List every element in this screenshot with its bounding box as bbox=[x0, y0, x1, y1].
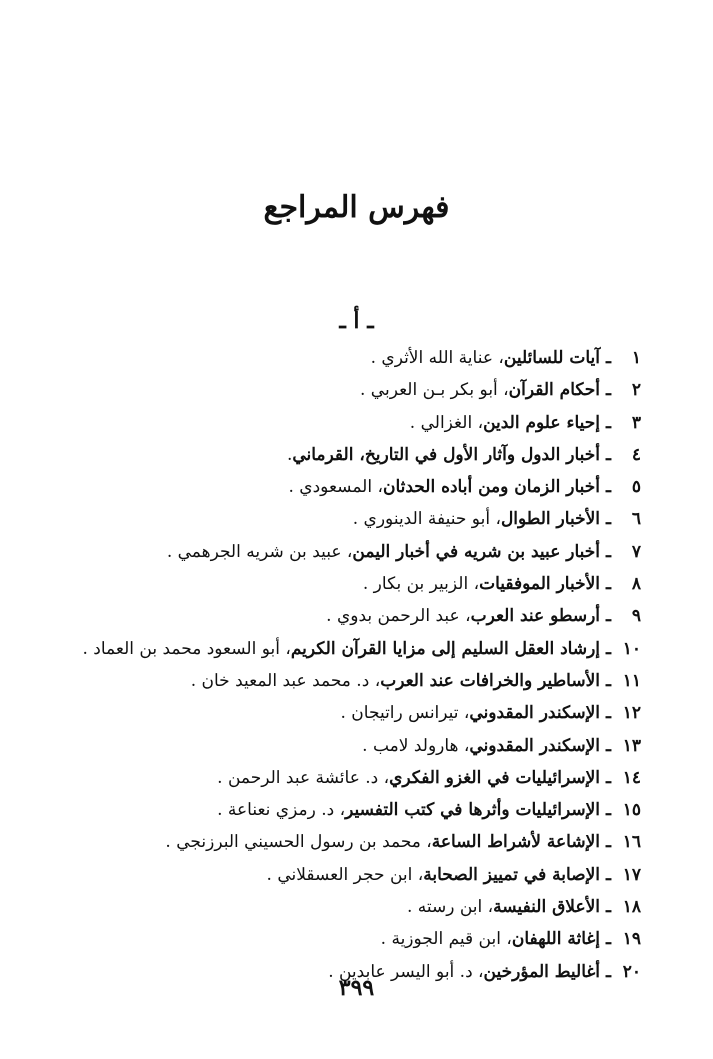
entry-number: ٢٠ bbox=[622, 961, 641, 982]
entry-number: ٥ bbox=[631, 477, 641, 498]
work-title: إحياء علوم الدين bbox=[483, 412, 601, 433]
entry-number: ١٦ bbox=[622, 832, 641, 853]
work-title: آيات للسائلين bbox=[503, 348, 601, 368]
reference-entry-4: ٤ ـ أخبار الدول وآثار الأول في التاريخ، القرماني . bbox=[20, 439, 641, 471]
work-title: الإسرائيليات وأثرها في كتب التفسير bbox=[345, 800, 601, 821]
work-author: ، محمد بن رسول الحسيني البرزنجي . bbox=[165, 832, 432, 853]
entry-number: ١٩ bbox=[622, 929, 641, 950]
reference-entry-3: ٣ ـ إحياء علوم الدين ، الغزالي . bbox=[20, 407, 641, 439]
entry-number: ٣ bbox=[631, 412, 641, 433]
reference-entry-10: ١٠ ـ إرشاد العقل السليم إلى مزايا القرآن الكريم ، أبو السعود محمد بن العماد . bbox=[20, 633, 641, 665]
work-title: الإسرائيليات في الغزو الفكري bbox=[389, 767, 601, 788]
reference-entry-18: ١٨ ـ الأعلاق النفيسة ، ابن رسته . bbox=[20, 891, 641, 923]
work-author: ، تيرانس راتيجان . bbox=[340, 703, 470, 724]
reference-entry-16: ١٦ ـ الإشاعة لأشراط الساعة ، محمد بن رسول الحسيني البرزنجي . bbox=[20, 826, 641, 858]
entry-number: ٦ bbox=[631, 509, 641, 530]
reference-entry-20: ٢٠ ـ أغاليط المؤرخين ، د. أبو اليسر عابدين . bbox=[20, 956, 641, 988]
entry-number: ١٨ bbox=[622, 897, 641, 918]
work-author: ، الغزالي . bbox=[409, 412, 484, 433]
entry-number: ١ bbox=[631, 348, 641, 368]
work-author: ، أبو حنيفة الدينوري . bbox=[352, 509, 501, 530]
work-author: ، ابن قيم الجوزية . bbox=[380, 929, 512, 950]
entry-number: ٧ bbox=[631, 541, 641, 562]
entry-number: ٢ bbox=[631, 380, 641, 401]
work-author: ، الزبير بن بكار . bbox=[362, 574, 480, 595]
reference-entry-6: ٦ ـ الأخبار الطوال ، أبو حنيفة الدينوري . bbox=[20, 503, 641, 535]
reference-entry-5: ٥ ـ أخبار الزمان ومن أباده الحدثان ، المسعودي . bbox=[20, 471, 641, 503]
work-title: إرشاد العقل السليم إلى مزايا القرآن الكريم bbox=[290, 638, 601, 659]
work-author: ، المسعودي . bbox=[288, 477, 383, 498]
entry-number: ٩ bbox=[631, 606, 641, 627]
work-title: أخبار الزمان ومن أباده الحدثان bbox=[382, 477, 601, 498]
reference-entry-19: ١٩ ـ إغاثة اللهفان ، ابن قيم الجوزية . bbox=[20, 923, 641, 955]
entry-number: ١٥ bbox=[622, 800, 641, 821]
entry-number: ١٠ bbox=[622, 638, 641, 659]
references-list bbox=[20, 342, 641, 988]
work-author: ، د. رمزي نعناعة . bbox=[217, 800, 346, 821]
work-title: الأعلاق النفيسة bbox=[493, 897, 601, 918]
page-title: فهرس المراجع bbox=[263, 190, 450, 225]
work-title: الإشاعة لأشراط الساعة bbox=[431, 832, 601, 853]
work-author: ، هارولد لامب . bbox=[362, 735, 470, 756]
work-author: . bbox=[286, 444, 293, 465]
reference-entry-9: ٩ ـ أرسطو عند العرب ، عبد الرحمن بدوي . bbox=[20, 600, 641, 632]
reference-entry-13: ١٣ ـ الإسكندر المقدوني ، هارولد لامب . bbox=[20, 730, 641, 762]
work-author: ، د. أبو اليسر عابدين . bbox=[328, 961, 484, 982]
reference-entry-12: ١٢ ـ الإسكندر المقدوني ، تيرانس راتيجان . bbox=[20, 697, 641, 729]
entry-number: ١١ bbox=[622, 670, 641, 691]
reference-entry-1: ١ ـ آيات للسائلين ، عناية الله الأثري . bbox=[20, 342, 641, 374]
work-author: ، أبو بكر بـن العربي . bbox=[359, 380, 509, 401]
entry-number: ١٧ bbox=[622, 864, 641, 885]
work-title: أغاليط المؤرخين bbox=[483, 961, 601, 982]
work-author: ، أبو السعود محمد بن العماد . bbox=[82, 638, 291, 659]
entry-number: ٨ bbox=[631, 574, 641, 595]
work-author: ، د. عائشة عبد الرحمن . bbox=[217, 767, 390, 788]
reference-entry-14: ١٤ ـ الإسرائيليات في الغزو الفكري ، د. عائشة عبد الرحمن . bbox=[20, 762, 641, 794]
entry-number: ٤ bbox=[631, 444, 641, 465]
work-author: ، ابن حجر العسقلاني . bbox=[266, 864, 424, 885]
reference-entry-17: ١٧ ـ الإصابة في تمييز الصحابة ، ابن حجر العسقلاني . bbox=[20, 859, 641, 891]
section-heading: ـ أ ـ bbox=[339, 308, 374, 334]
reference-entry-7: ٧ ـ أخبار عبيد بن شريه في أخبار اليمن ، عبيد بن شريه الجرهمي . bbox=[20, 536, 641, 568]
work-title: أخبار عبيد بن شريه في أخبار اليمن bbox=[352, 541, 601, 562]
work-author: ، عبيد بن شريه الجرهمي . bbox=[166, 541, 353, 562]
page-number: ٣٩٩ bbox=[338, 975, 375, 1001]
reference-entry-11: ١١ ـ الأساطير والخرافات عند العرب ، د. محمد عبد المعيد خان . bbox=[20, 665, 641, 697]
work-title: الأساطير والخرافات عند العرب bbox=[380, 670, 601, 691]
entry-number: ١٤ bbox=[622, 767, 641, 788]
reference-entry-15: ١٥ ـ الإسرائيليات وأثرها في كتب التفسير ، د. رمزي نعناعة . bbox=[20, 794, 641, 826]
work-title: الإصابة في تمييز الصحابة bbox=[423, 864, 601, 885]
work-title: الأخبار الموفقيات bbox=[479, 574, 601, 595]
work-title: إغاثة اللهفان bbox=[511, 929, 601, 950]
work-title: الأخبار الطوال bbox=[500, 509, 601, 530]
work-title: أخبار الدول وآثار الأول في التاريخ، القرماني bbox=[292, 444, 601, 465]
work-title: الإسكندر المقدوني bbox=[469, 703, 601, 724]
work-title: الإسكندر المقدوني bbox=[469, 735, 601, 756]
entry-number: ١٢ bbox=[622, 703, 641, 724]
entry-number: ١٣ bbox=[622, 735, 641, 756]
work-title: أرسطو عند العرب bbox=[470, 606, 601, 627]
work-author: ، د. محمد عبد المعيد خان . bbox=[190, 670, 381, 691]
work-author: ، عبد الرحمن بدوي . bbox=[326, 606, 471, 627]
work-author: ، عناية الله الأثري . bbox=[370, 348, 504, 368]
work-title: أحكام القرآن bbox=[508, 380, 601, 401]
reference-entry-8: ٨ ـ الأخبار الموفقيات ، الزبير بن بكار . bbox=[20, 568, 641, 600]
work-author: ، ابن رسته . bbox=[406, 897, 494, 918]
reference-entry-2: ٢ ـ أحكام القرآن ، أبو بكر بـن العربي . bbox=[20, 374, 641, 406]
